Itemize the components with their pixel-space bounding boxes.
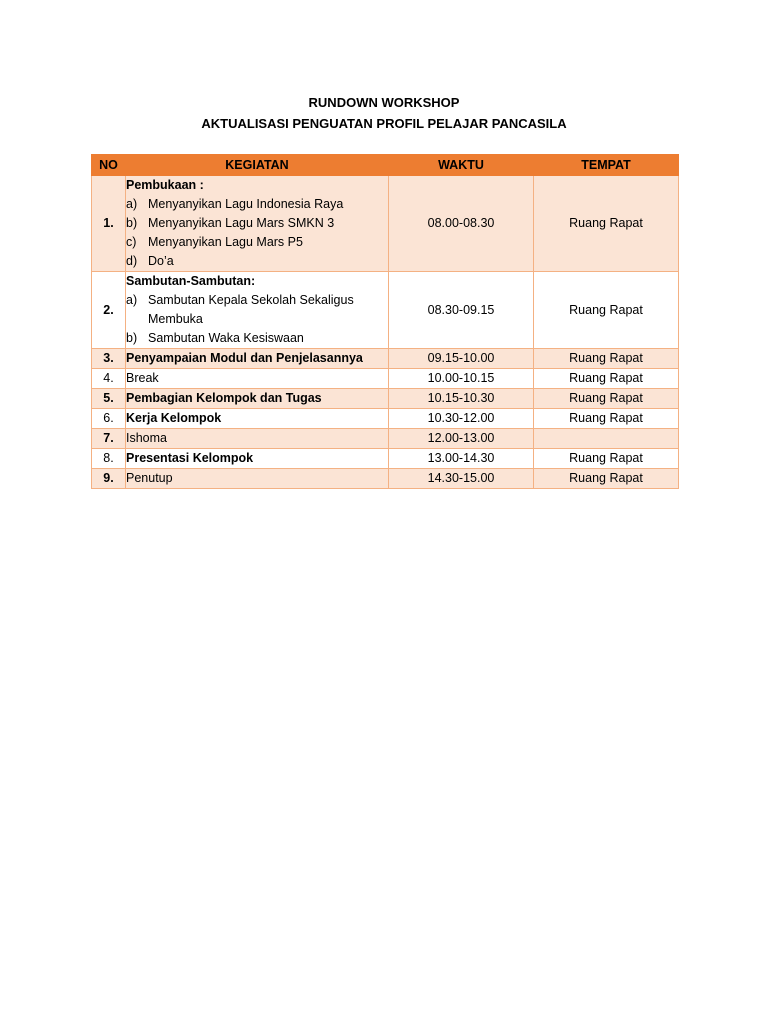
row-number: 4. xyxy=(92,369,126,389)
list-item-text: Do’a xyxy=(148,254,174,268)
place-cell: Ruang Rapat xyxy=(534,449,679,469)
place-cell: Ruang Rapat xyxy=(534,469,679,489)
table-header-row xyxy=(92,155,679,176)
time-cell: 10.00-10.15 xyxy=(389,369,534,389)
activity-title: Penyampaian Modul dan Penjelasannya xyxy=(126,351,363,365)
time-cell: 10.15-10.30 xyxy=(389,389,534,409)
place-cell: Ruang Rapat xyxy=(534,272,679,349)
activity-cell xyxy=(126,409,389,429)
row-number: 3. xyxy=(92,349,126,369)
list-item xyxy=(126,252,388,271)
row-number: 7. xyxy=(92,429,126,449)
time-cell: 12.00-13.00 xyxy=(389,429,534,449)
place-cell: Ruang Rapat xyxy=(534,349,679,369)
table-row xyxy=(92,429,679,449)
list-item xyxy=(126,214,388,233)
column-header-waktu: WAKTU xyxy=(389,155,534,176)
list-marker: c) xyxy=(126,235,137,249)
list-marker: d) xyxy=(126,254,138,268)
table-row xyxy=(92,449,679,469)
time-cell: 10.30-12.00 xyxy=(389,409,534,429)
list-marker: a) xyxy=(126,197,138,211)
activity-cell xyxy=(126,349,389,369)
column-header-no: NO xyxy=(92,155,126,176)
activity-cell xyxy=(126,389,389,409)
activity-title: Ishoma xyxy=(126,431,167,445)
list-marker: a) xyxy=(126,293,138,307)
list-marker: b) xyxy=(126,331,138,345)
column-header-tempat: TEMPAT xyxy=(534,155,679,176)
rundown-table xyxy=(91,154,679,489)
row-number: 5. xyxy=(92,389,126,409)
table-row xyxy=(92,469,679,489)
activity-title: Pembukaan : xyxy=(126,178,204,192)
list-item xyxy=(126,195,388,214)
activity-title: Penutup xyxy=(126,471,173,485)
table-row xyxy=(92,272,679,349)
table-row xyxy=(92,349,679,369)
time-cell: 09.15-10.00 xyxy=(389,349,534,369)
table-row xyxy=(92,369,679,389)
table-row xyxy=(92,409,679,429)
row-number: 1. xyxy=(92,176,126,272)
place-cell: Ruang Rapat xyxy=(534,369,679,389)
list-item-text: Menyanyikan Lagu Indonesia Raya xyxy=(148,197,344,211)
activity-title: Break xyxy=(126,371,159,385)
time-cell: 14.30-15.00 xyxy=(389,469,534,489)
place-cell: Ruang Rapat xyxy=(534,409,679,429)
activity-title: Kerja Kelompok xyxy=(126,411,222,425)
table-row xyxy=(92,389,679,409)
document-title: RUNDOWN WORKSHOP xyxy=(308,95,460,110)
list-item xyxy=(126,291,388,329)
list-marker: b) xyxy=(126,216,138,230)
activity-title: Pembagian Kelompok dan Tugas xyxy=(126,391,322,405)
activity-cell xyxy=(126,469,389,489)
row-number: 9. xyxy=(92,469,126,489)
place-cell: Ruang Rapat xyxy=(534,389,679,409)
time-cell: 13.00-14.30 xyxy=(389,449,534,469)
time-cell: 08.30-09.15 xyxy=(389,272,534,349)
list-item-text: Menyanyikan Lagu Mars SMKN 3 xyxy=(148,216,335,230)
activity-cell xyxy=(126,176,389,272)
place-cell: Ruang Rapat xyxy=(534,176,679,272)
list-item-text: Sambutan Kepala Sekolah Sekaligus Membuka xyxy=(148,293,354,326)
row-number: 6. xyxy=(92,409,126,429)
time-cell: 08.00-08.30 xyxy=(389,176,534,272)
activity-cell xyxy=(126,449,389,469)
activity-cell xyxy=(126,369,389,389)
activity-cell xyxy=(126,272,389,349)
place-cell xyxy=(534,429,679,449)
row-number: 8. xyxy=(92,449,126,469)
row-number: 2. xyxy=(92,272,126,349)
activity-title: Sambutan-Sambutan: xyxy=(126,274,256,288)
list-item-text: Menyanyikan Lagu Mars P5 xyxy=(148,235,303,249)
column-header-kegiatan: KEGIATAN xyxy=(126,155,389,176)
activity-cell xyxy=(126,429,389,449)
document-subtitle: AKTUALISASI PENGUATAN PROFIL PELAJAR PANCASILA xyxy=(201,116,567,131)
table-row xyxy=(92,176,679,272)
list-item-text: Sambutan Waka Kesiswaan xyxy=(148,331,304,345)
list-item xyxy=(126,329,388,348)
list-item xyxy=(126,233,388,252)
activity-title: Presentasi Kelompok xyxy=(126,451,254,465)
